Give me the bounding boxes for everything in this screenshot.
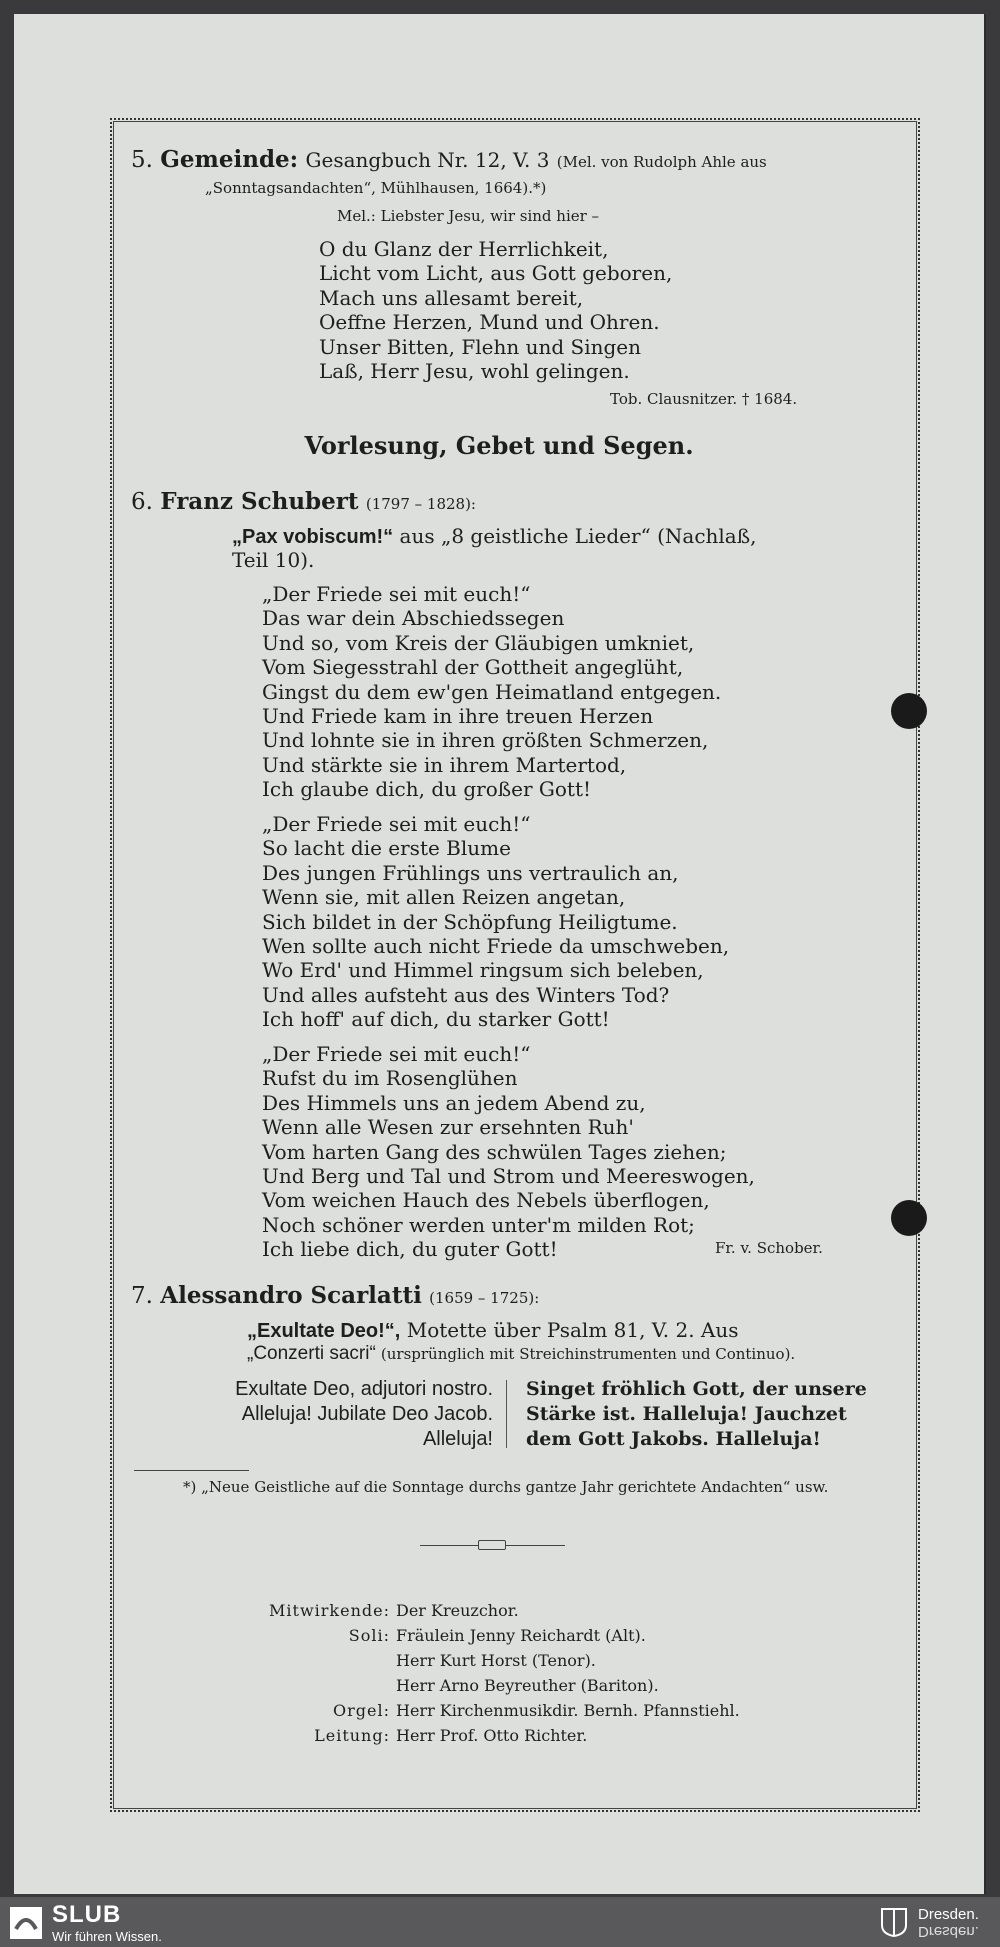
verse-line: „Der Friede sei mit euch!“ xyxy=(262,1042,531,1066)
verse-line: Wenn alle Wesen zur ersehnten Ruh' xyxy=(262,1115,634,1140)
performer-name: Fräulein Jenny Reichardt (Alt). xyxy=(396,1626,646,1645)
performer-name: Herr Arno Beyreuther (Bariton). xyxy=(396,1676,659,1695)
section-number: 7. xyxy=(131,1283,153,1309)
performer-row xyxy=(230,1673,740,1698)
footer-bar xyxy=(0,1897,1000,1947)
performer-row xyxy=(230,1723,740,1748)
german-line: Stärke ist. Halleluja! Jauchzet xyxy=(526,1403,847,1425)
verse-line: Laß, Herr Jesu, wohl gelingen. xyxy=(319,359,630,384)
melody-label: Mel.: Liebster Jesu, wir sind hier – xyxy=(337,207,600,225)
song-stanza-2 xyxy=(262,812,729,1032)
footnote: *) „Neue Geistliche auf die Sonntage durchs gantze Jahr gerichtete Andachten“ usw. xyxy=(183,1478,829,1496)
verse-line: Vom harten Gang des schwülen Tages ziehen; xyxy=(262,1139,727,1164)
section-number: 5. xyxy=(131,147,153,173)
partner-logo-text xyxy=(918,1907,979,1939)
verse-line: Sich bildet in der Schöpfung Heiligtume. xyxy=(262,909,678,934)
work-title xyxy=(247,1318,739,1343)
work-source: aus „8 geistliche Lieder“ (Nachlaß, xyxy=(399,524,757,548)
footer-slogan: Wir führen Wissen. xyxy=(52,1929,162,1944)
verse-line: Des jungen Frühlings uns vertraulich an, xyxy=(262,860,679,885)
verse-line: Oeffne Herzen, Mund und Ohren. xyxy=(319,310,660,335)
verse-line: Das war dein Abschiedssegen xyxy=(262,606,565,631)
verse-line: Und alles aufsteht aus des Winters Tod? xyxy=(262,982,670,1007)
punch-hole xyxy=(891,1200,927,1236)
song-stanza-3 xyxy=(262,1042,755,1262)
composer-name: Alessandro Scarlatti xyxy=(160,1282,422,1309)
work-source: Motette über Psalm 81, V. 2. Aus xyxy=(406,1318,739,1342)
composer-name: Franz Schubert xyxy=(160,488,359,515)
section-6-heading xyxy=(131,488,476,515)
performer-row xyxy=(230,1698,740,1723)
verse-line: Und lohnte sie in ihren größten Schmerzen, xyxy=(262,728,709,753)
reading-prayer-heading: Vorlesung, Gebet und Segen. xyxy=(304,431,694,460)
verse-line: Des Himmels uns an jedem Abend zu, xyxy=(262,1090,646,1115)
role-label: Leitung: xyxy=(314,1726,390,1745)
verse-line: Vom weichen Hauch des Nebels überflogen, xyxy=(262,1188,710,1213)
verse-line: Und stärkte sie in ihrem Martertod, xyxy=(262,752,627,777)
verse-line: „Der Friede sei mit euch!“ xyxy=(262,582,531,606)
slub-logo-icon xyxy=(10,1907,42,1939)
performer-row xyxy=(230,1598,740,1623)
poet-credit: Fr. v. Schober. xyxy=(715,1239,823,1257)
section-performer: Gemeinde: xyxy=(160,146,299,173)
performer-name: Herr Prof. Otto Richter. xyxy=(396,1726,588,1745)
verse-line: Gingst du dem ew'gen Heimatland entgegen. xyxy=(262,679,722,704)
section-5-heading xyxy=(131,146,767,173)
verse-line: Rufst du im Rosenglühen xyxy=(262,1066,518,1091)
song-stanza-1 xyxy=(262,582,721,802)
instrumentation-note: (ursprünglich mit Streichinstrumenten und Continuo). xyxy=(380,1345,796,1363)
verse-line: Ich hoff' auf dich, du starker Gott! xyxy=(262,1007,610,1032)
verse-line: Wen sollte auch nicht Friede da umschweben, xyxy=(262,934,730,959)
column-divider xyxy=(506,1380,507,1448)
collection-name: „Conzerti sacri“ xyxy=(247,1343,376,1364)
verse-line: So lacht die erste Blume xyxy=(262,836,511,861)
performers-list xyxy=(230,1598,740,1748)
verse-line: Wenn sie, mit allen Reizen angetan, xyxy=(262,885,626,910)
work-name: „Exultate Deo!“, xyxy=(247,1320,401,1342)
verse-line: Wo Erd' und Himmel ringsum sich beleben, xyxy=(262,958,704,983)
footnote-rule xyxy=(134,1470,249,1471)
verse-line: Und so, vom Kreis der Gläubigen umkniet, xyxy=(262,630,695,655)
melody-note: (Mel. von Rudolph Ahle aus xyxy=(556,153,767,171)
verse-line: Ich liebe dich, du guter Gott! xyxy=(262,1237,558,1262)
partner-line-1: Dresden. xyxy=(918,1906,979,1923)
latin-text xyxy=(148,1377,493,1452)
performer-row xyxy=(230,1648,740,1673)
hymn-verse xyxy=(319,237,672,383)
hymn-reference: Gesangbuch Nr. 12, V. 3 xyxy=(305,148,550,172)
latin-line: Alleluja! xyxy=(422,1428,493,1450)
performer-row xyxy=(230,1623,740,1648)
german-translation xyxy=(526,1377,867,1452)
latin-line: Alleluja! Jubilate Deo Jacob. xyxy=(241,1403,493,1425)
footer-brand: SLUB xyxy=(52,1901,122,1928)
work-title xyxy=(232,524,756,549)
verse-line: Noch schöner werden unter'm milden Rot; xyxy=(262,1212,695,1237)
performer-name: Herr Kirchenmusikdir. Bernh. Pfannstiehl. xyxy=(396,1701,740,1720)
verse-line: Und Friede kam in ihre treuen Herzen xyxy=(262,704,654,729)
verse-line: Und Berg und Tal und Strom und Meereswogen, xyxy=(262,1164,755,1189)
performer-name: Der Kreuzchor. xyxy=(396,1601,519,1620)
ornament-icon xyxy=(478,1540,506,1550)
verse-line: Mach uns allesamt bereit, xyxy=(319,285,584,310)
hymn-author-credit: Tob. Clausnitzer. † 1684. xyxy=(610,390,798,408)
work-source-line2: Teil 10). xyxy=(232,548,315,572)
role-label: Orgel: xyxy=(333,1701,390,1720)
dresden-crest-icon xyxy=(880,1907,908,1937)
verse-line: „Der Friede sei mit euch!“ xyxy=(262,812,531,836)
verse-line: Licht vom Licht, aus Gott geboren, xyxy=(319,261,673,286)
german-line: dem Gott Jakobs. Halleluja! xyxy=(526,1428,821,1450)
performer-name: Herr Kurt Horst (Tenor). xyxy=(396,1651,596,1670)
partner-line-2: Dresden. xyxy=(918,1923,979,1940)
verse-line: Vom Siegesstrahl der Gottheit angeglüht, xyxy=(262,655,684,680)
role-label: Mitwirkende: xyxy=(269,1601,390,1620)
section-7-heading xyxy=(131,1282,539,1309)
punch-hole xyxy=(891,693,927,729)
verse-line: Ich glaube dich, du großer Gott! xyxy=(262,777,592,802)
german-line: Singet fröhlich Gott, der unsere xyxy=(526,1378,867,1400)
work-name: „Pax vobiscum!“ xyxy=(232,526,394,548)
role-label: Soli: xyxy=(348,1626,390,1645)
melody-note-line2: „Sonntagsandachten“, Mühlhausen, 1664).*) xyxy=(205,179,547,197)
verse-line: O du Glanz der Herrlichkeit, xyxy=(319,237,609,261)
work-source-line2 xyxy=(247,1343,795,1365)
latin-line: Exultate Deo, adjutori nostro. xyxy=(235,1378,493,1400)
section-number: 6. xyxy=(131,489,153,515)
verse-line: Unser Bitten, Flehn und Singen xyxy=(319,334,642,359)
composer-years: (1659 – 1725): xyxy=(429,1289,540,1307)
composer-years: (1797 – 1828): xyxy=(365,495,476,513)
